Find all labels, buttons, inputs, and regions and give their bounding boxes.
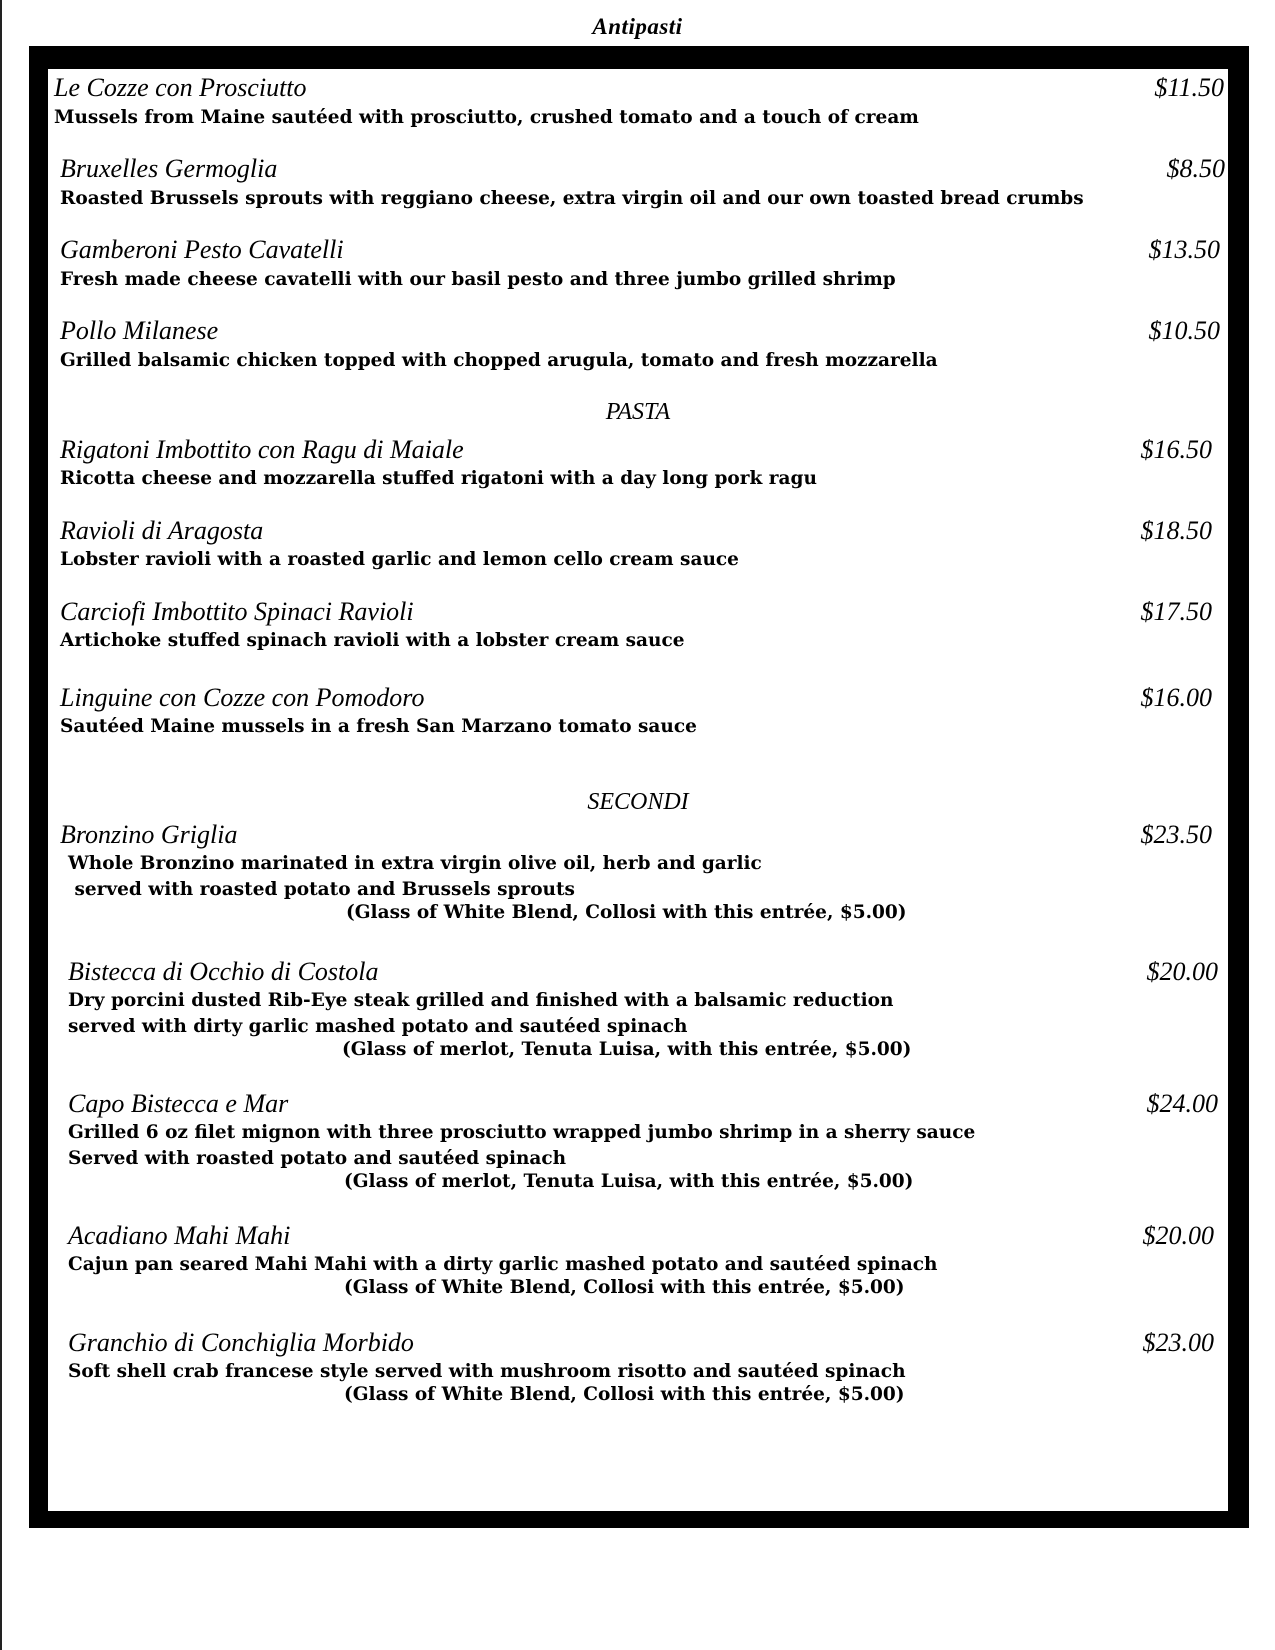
- item-description: Soft shell crab francese style served with mushroom risotto and sautéed spinach: [68, 1361, 906, 1382]
- menu-item: [68, 957, 1218, 1067]
- item-description: Sautéed Maine mussels in a fresh San Marzano tomato sauce: [60, 716, 697, 737]
- menu-item: [60, 820, 1212, 930]
- menu-item: [60, 516, 1212, 576]
- item-name: Capo Bistecca e Mar: [68, 1089, 289, 1118]
- menu-item: [68, 1221, 1214, 1306]
- item-price: $11.50: [1154, 73, 1224, 102]
- item-description: Grilled balsamic chicken topped with chopped arugula, tomato and fresh mozzarella: [60, 350, 938, 371]
- section-heading-secondi: SECONDI: [587, 789, 689, 815]
- item-name: Bronzino Griglia: [60, 820, 238, 849]
- menu-panel: [48, 69, 1228, 1511]
- wine-pairing: (Glass of merlot, Tenuta Luisa, with this entrée, $5.00): [342, 1039, 912, 1060]
- item-description: Whole Bronzino marinated in extra virgin olive oil, herb and garlic: [68, 853, 762, 874]
- item-description: Fresh made cheese cavatelli with our basil pesto and three jumbo grilled shrimp: [60, 269, 896, 290]
- menu-item: [60, 683, 1212, 743]
- item-name: Carciofi Imbottito Spinaci Ravioli: [60, 597, 414, 626]
- menu-item: [54, 73, 1224, 133]
- item-price: $18.50: [1140, 516, 1212, 545]
- item-description: Cajun pan seared Mahi Mahi with a dirty garlic mashed potato and sautéed spinach: [68, 1254, 938, 1275]
- item-price: $20.00: [1142, 1221, 1214, 1250]
- wine-pairing: (Glass of merlot, Tenuta Luisa, with this entrée, $5.00): [344, 1171, 914, 1192]
- item-description: Artichoke stuffed spinach ravioli with a lobster cream sauce: [60, 630, 685, 651]
- wine-pairing: (Glass of White Blend, Collosi with this entrée, $5.00): [344, 1384, 905, 1405]
- item-name: Pollo Milanese: [60, 316, 219, 345]
- section-heading-pasta: PASTA: [605, 399, 671, 425]
- menu-item: [60, 154, 1225, 214]
- menu-item: [60, 316, 1220, 376]
- item-name: Ravioli di Aragosta: [60, 516, 264, 545]
- item-name: Acadiano Mahi Mahi: [68, 1221, 291, 1250]
- item-description: served with dirty garlic mashed potato and sautéed spinach: [68, 1016, 688, 1037]
- item-price: $16.50: [1140, 435, 1212, 464]
- wine-pairing: (Glass of White Blend, Collosi with this entrée, $5.00): [346, 902, 907, 923]
- menu-item: [68, 1089, 1218, 1199]
- item-price: $17.50: [1140, 597, 1212, 626]
- item-name: Le Cozze con Prosciutto: [54, 73, 307, 102]
- item-price: $10.50: [1148, 316, 1220, 345]
- item-description: Roasted Brussels sprouts with reggiano cheese, extra virgin oil and our own toasted bread crumbs: [60, 188, 1084, 209]
- page-title: Antipasti: [592, 14, 683, 39]
- item-description: Ricotta cheese and mozzarella stuffed rigatoni with a day long pork ragu: [60, 468, 817, 489]
- item-description: Grilled 6 oz filet mignon with three prosciutto wrapped jumbo shrimp in a sherry sauce: [68, 1122, 976, 1143]
- menu-item: [60, 435, 1212, 495]
- item-name: Gamberoni Pesto Cavatelli: [60, 235, 344, 264]
- item-price: $24.00: [1146, 1089, 1218, 1118]
- item-name: Bistecca di Occhio di Costola: [68, 957, 379, 986]
- item-name: Granchio di Conchiglia Morbido: [68, 1328, 414, 1357]
- item-price: $8.50: [1166, 154, 1225, 183]
- item-price: $13.50: [1148, 235, 1220, 264]
- item-description: Dry porcini dusted Rib-Eye steak grilled and finished with a balsamic reduction: [68, 990, 894, 1011]
- item-description: served with roasted potato and Brussels sprouts: [68, 879, 575, 900]
- item-name: Rigatoni Imbottito con Ragu di Maiale: [60, 435, 464, 464]
- wine-pairing: (Glass of White Blend, Collosi with this entrée, $5.00): [344, 1277, 905, 1298]
- item-price: $16.00: [1140, 683, 1212, 712]
- item-name: Linguine con Cozze con Pomodoro: [60, 683, 425, 712]
- item-name: Bruxelles Germoglia: [60, 154, 278, 183]
- item-description: Served with roasted potato and sautéed spinach: [68, 1148, 567, 1169]
- menu-item: [60, 597, 1212, 657]
- item-price: $23.00: [1142, 1328, 1214, 1357]
- item-price: $20.00: [1146, 957, 1218, 986]
- menu-item: [68, 1328, 1214, 1413]
- item-description: Lobster ravioli with a roasted garlic and lemon cello cream sauce: [60, 549, 739, 570]
- item-price: $23.50: [1140, 820, 1212, 849]
- page-edge: [0, 0, 2, 1650]
- item-description: Mussels from Maine sautéed with prosciutto, crushed tomato and a touch of cream: [54, 107, 919, 128]
- menu-item: [60, 235, 1220, 295]
